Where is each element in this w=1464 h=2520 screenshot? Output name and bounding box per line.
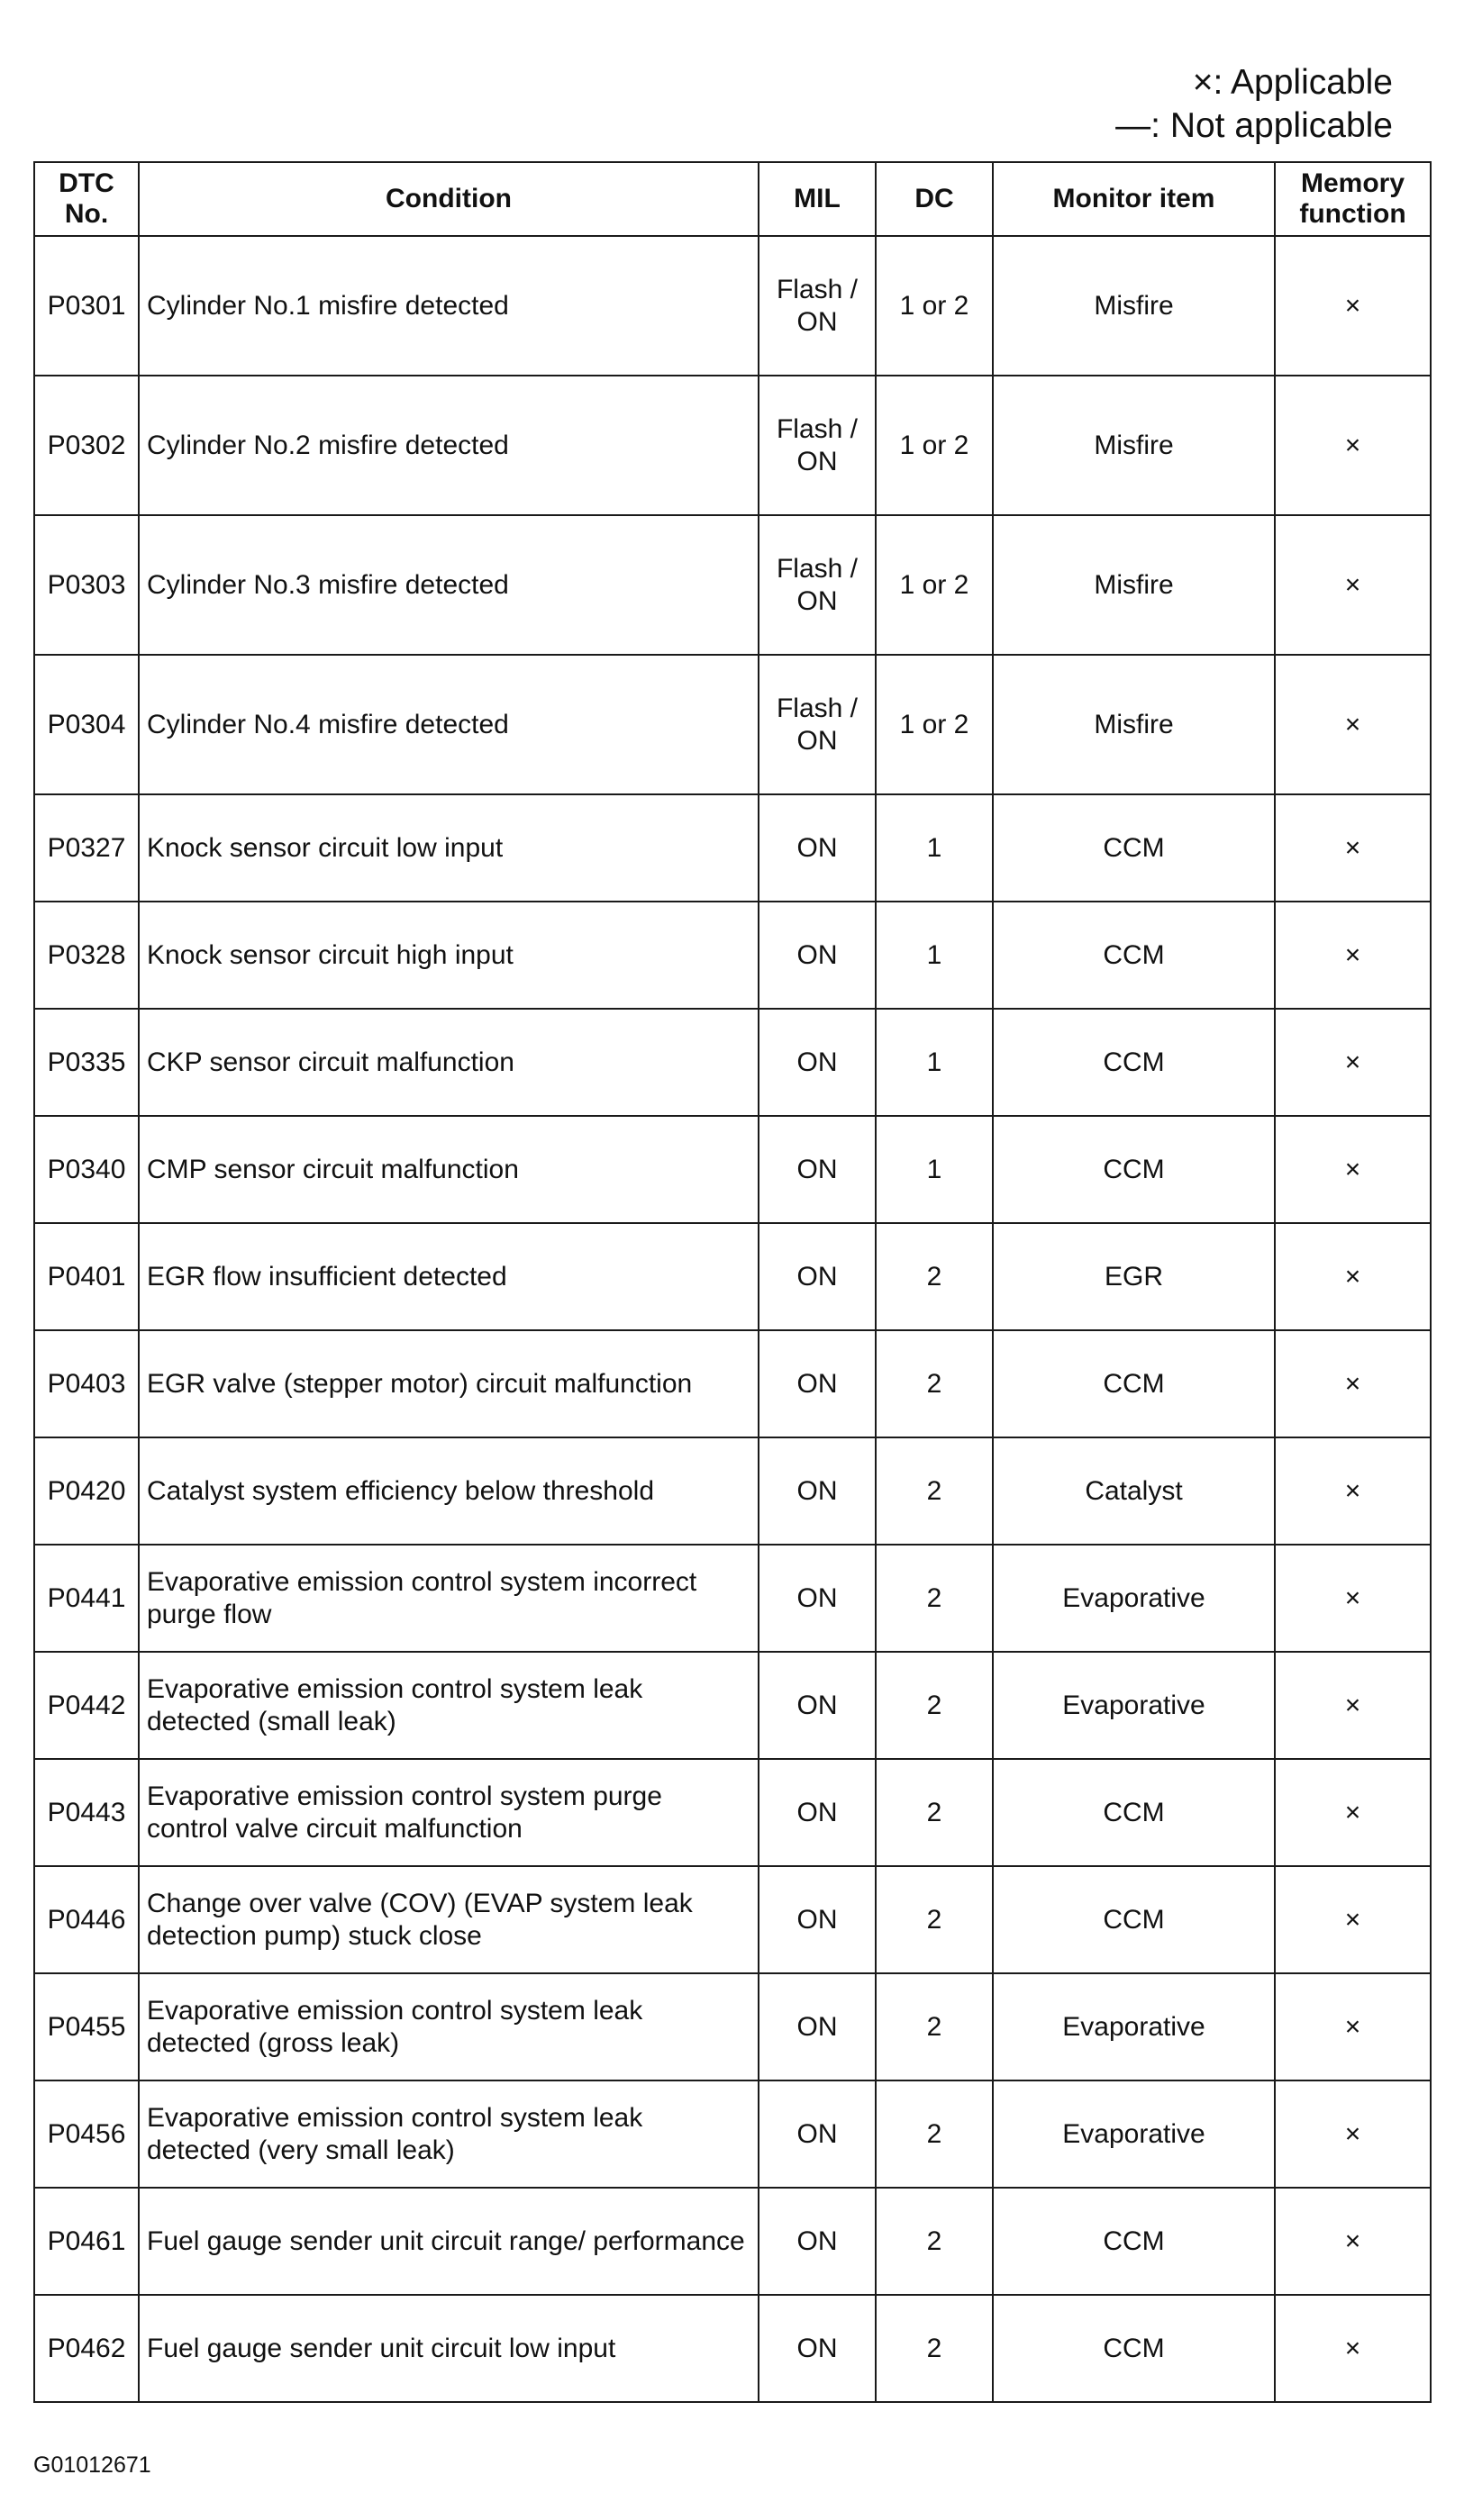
mil-cell: ON: [759, 1545, 876, 1652]
dc-cell: 1 or 2: [876, 515, 993, 655]
dtc-code-cell: P0304: [34, 655, 139, 794]
monitor-item-cell: Misfire: [993, 515, 1275, 655]
dc-cell: 2: [876, 1866, 993, 1973]
monitor-item-cell: Evaporative: [993, 1973, 1275, 2080]
table-body: [34, 236, 1431, 2402]
condition-cell: Evaporative emission control system leak detected (very small leak): [139, 2080, 759, 2188]
mil-cell: Flash / ON: [759, 376, 876, 515]
condition-cell: Catalyst system efficiency below threshold: [139, 1437, 759, 1545]
dtc-code-cell: P0403: [34, 1330, 139, 1437]
memory-function-cell: ×: [1275, 902, 1431, 1009]
dtc-code-cell: P0442: [34, 1652, 139, 1759]
table-row: [34, 236, 1431, 376]
header-mil: MIL: [759, 162, 876, 236]
mil-cell: ON: [759, 1437, 876, 1545]
condition-cell: Evaporative emission control system leak detected (small leak): [139, 1652, 759, 1759]
dtc-code-cell: P0455: [34, 1973, 139, 2080]
dc-cell: 2: [876, 1759, 993, 1866]
condition-cell: Change over valve (COV) (EVAP system leak detection pump) stuck close: [139, 1866, 759, 1973]
condition-cell: Evaporative emission control system incorrect purge flow: [139, 1545, 759, 1652]
dtc-code-cell: P0441: [34, 1545, 139, 1652]
mil-cell: ON: [759, 2080, 876, 2188]
monitor-item-cell: CCM: [993, 794, 1275, 902]
mil-cell: ON: [759, 1866, 876, 1973]
dtc-code-cell: P0335: [34, 1009, 139, 1116]
monitor-item-cell: Misfire: [993, 236, 1275, 376]
mil-cell: Flash / ON: [759, 655, 876, 794]
monitor-item-cell: CCM: [993, 902, 1275, 1009]
table-row: [34, 1437, 1431, 1545]
dc-cell: 1: [876, 1009, 993, 1116]
table-row: [34, 1973, 1431, 2080]
mil-cell: ON: [759, 1330, 876, 1437]
dtc-code-cell: P0302: [34, 376, 139, 515]
condition-cell: Cylinder No.2 misfire detected: [139, 376, 759, 515]
monitor-item-cell: Misfire: [993, 655, 1275, 794]
dc-cell: 1 or 2: [876, 655, 993, 794]
memory-function-cell: ×: [1275, 236, 1431, 376]
dtc-code-cell: P0456: [34, 2080, 139, 2188]
monitor-item-cell: CCM: [993, 1759, 1275, 1866]
header-dtc-no: DTC No.: [34, 162, 139, 236]
dc-cell: 1 or 2: [876, 376, 993, 515]
table-row: [34, 1223, 1431, 1330]
condition-cell: EGR flow insufficient detected: [139, 1223, 759, 1330]
dtc-code-cell: P0461: [34, 2188, 139, 2295]
mil-cell: ON: [759, 794, 876, 902]
mil-cell: ON: [759, 1973, 876, 2080]
memory-function-cell: ×: [1275, 2080, 1431, 2188]
monitor-item-cell: CCM: [993, 1009, 1275, 1116]
condition-cell: Cylinder No.1 misfire detected: [139, 236, 759, 376]
dc-cell: 2: [876, 1223, 993, 1330]
dtc-code-cell: P0303: [34, 515, 139, 655]
monitor-item-cell: Evaporative: [993, 1545, 1275, 1652]
table-row: [34, 1759, 1431, 1866]
monitor-item-cell: CCM: [993, 2188, 1275, 2295]
dc-cell: 2: [876, 1330, 993, 1437]
dc-cell: 2: [876, 1973, 993, 2080]
dc-cell: 1: [876, 794, 993, 902]
condition-cell: EGR valve (stepper motor) circuit malfunction: [139, 1330, 759, 1437]
memory-function-cell: ×: [1275, 794, 1431, 902]
memory-function-cell: ×: [1275, 2295, 1431, 2402]
table-row: [34, 1009, 1431, 1116]
dc-cell: 2: [876, 1545, 993, 1652]
table-row: [34, 1652, 1431, 1759]
memory-function-cell: ×: [1275, 1973, 1431, 2080]
dc-cell: 2: [876, 2188, 993, 2295]
dc-cell: 2: [876, 1437, 993, 1545]
condition-cell: Fuel gauge sender unit circuit low input: [139, 2295, 759, 2402]
monitor-item-cell: CCM: [993, 1116, 1275, 1223]
memory-function-cell: ×: [1275, 1223, 1431, 1330]
condition-cell: Evaporative emission control system purge control valve circuit malfunction: [139, 1759, 759, 1866]
mil-cell: ON: [759, 1759, 876, 1866]
dtc-code-cell: P0327: [34, 794, 139, 902]
mil-cell: ON: [759, 1652, 876, 1759]
dtc-code-cell: P0301: [34, 236, 139, 376]
legend-applicable: ×: Applicable: [1192, 63, 1393, 102]
dtc-code-cell: P0328: [34, 902, 139, 1009]
memory-function-cell: ×: [1275, 515, 1431, 655]
dtc-code-cell: P0420: [34, 1437, 139, 1545]
table-row: [34, 515, 1431, 655]
figure-id: G01012671: [33, 2452, 151, 2478]
dtc-code-cell: P0401: [34, 1223, 139, 1330]
header-condition: Condition: [139, 162, 759, 236]
table-row: [34, 794, 1431, 902]
mil-cell: ON: [759, 1009, 876, 1116]
mil-cell: Flash / ON: [759, 515, 876, 655]
monitor-item-cell: Misfire: [993, 376, 1275, 515]
table-row: [34, 376, 1431, 515]
condition-cell: Knock sensor circuit high input: [139, 902, 759, 1009]
table-row: [34, 1866, 1431, 1973]
monitor-item-cell: Evaporative: [993, 2080, 1275, 2188]
dtc-code-cell: P0446: [34, 1866, 139, 1973]
mil-cell: Flash / ON: [759, 236, 876, 376]
mil-cell: ON: [759, 2188, 876, 2295]
dc-cell: 2: [876, 2080, 993, 2188]
monitor-item-cell: EGR: [993, 1223, 1275, 1330]
monitor-item-cell: CCM: [993, 1866, 1275, 1973]
legend-not-applicable: —: Not applicable: [1115, 106, 1393, 145]
memory-function-cell: ×: [1275, 1009, 1431, 1116]
dc-cell: 2: [876, 1652, 993, 1759]
memory-function-cell: ×: [1275, 1759, 1431, 1866]
condition-cell: CKP sensor circuit malfunction: [139, 1009, 759, 1116]
dc-cell: 1 or 2: [876, 236, 993, 376]
monitor-item-cell: CCM: [993, 2295, 1275, 2402]
header-monitor-item: Monitor item: [993, 162, 1275, 236]
header-memory-function: Memory function: [1275, 162, 1431, 236]
table-row: [34, 1116, 1431, 1223]
monitor-item-cell: CCM: [993, 1330, 1275, 1437]
condition-cell: Evaporative emission control system leak detected (gross leak): [139, 1973, 759, 2080]
condition-cell: Cylinder No.3 misfire detected: [139, 515, 759, 655]
table-row: [34, 1330, 1431, 1437]
mil-cell: ON: [759, 2295, 876, 2402]
table-row: [34, 902, 1431, 1009]
memory-function-cell: ×: [1275, 1652, 1431, 1759]
dtc-table: [33, 161, 1432, 2403]
monitor-item-cell: Catalyst: [993, 1437, 1275, 1545]
memory-function-cell: ×: [1275, 1545, 1431, 1652]
dtc-code-cell: P0340: [34, 1116, 139, 1223]
table-row: [34, 655, 1431, 794]
monitor-item-cell: Evaporative: [993, 1652, 1275, 1759]
memory-function-cell: ×: [1275, 2188, 1431, 2295]
table-header-row: [34, 162, 1431, 236]
memory-function-cell: ×: [1275, 1437, 1431, 1545]
table-row: [34, 2188, 1431, 2295]
dtc-code-cell: P0462: [34, 2295, 139, 2402]
condition-cell: Cylinder No.4 misfire detected: [139, 655, 759, 794]
dc-cell: 1: [876, 1116, 993, 1223]
memory-function-cell: ×: [1275, 1116, 1431, 1223]
header-dc: DC: [876, 162, 993, 236]
memory-function-cell: ×: [1275, 655, 1431, 794]
condition-cell: CMP sensor circuit malfunction: [139, 1116, 759, 1223]
mil-cell: ON: [759, 902, 876, 1009]
mil-cell: ON: [759, 1223, 876, 1330]
memory-function-cell: ×: [1275, 1330, 1431, 1437]
condition-cell: Fuel gauge sender unit circuit range/ performance: [139, 2188, 759, 2295]
condition-cell: Knock sensor circuit low input: [139, 794, 759, 902]
dtc-code-cell: P0443: [34, 1759, 139, 1866]
dc-cell: 2: [876, 2295, 993, 2402]
legend: [1115, 61, 1393, 148]
mil-cell: ON: [759, 1116, 876, 1223]
table-row: [34, 1545, 1431, 1652]
table-row: [34, 2080, 1431, 2188]
memory-function-cell: ×: [1275, 1866, 1431, 1973]
dc-cell: 1: [876, 902, 993, 1009]
memory-function-cell: ×: [1275, 376, 1431, 515]
table-row: [34, 2295, 1431, 2402]
